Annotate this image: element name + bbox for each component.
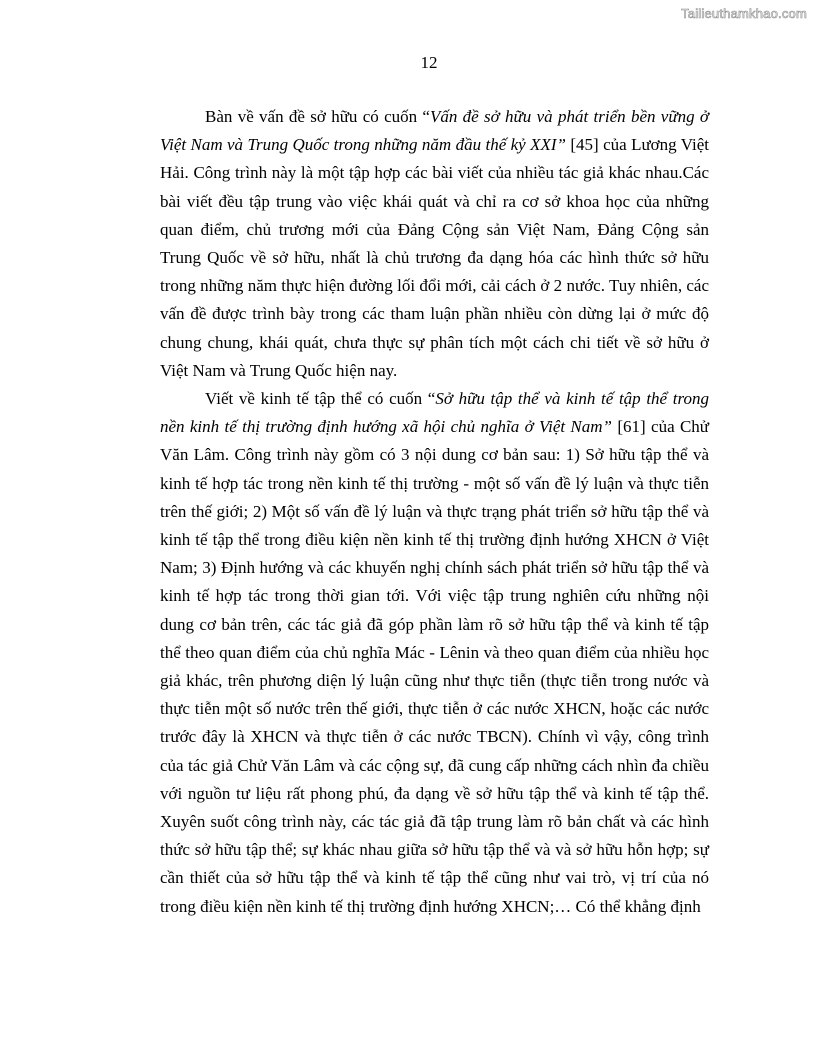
- paragraph-intro-text: Bàn về vấn đề sở hữu có cuốn “: [205, 107, 430, 126]
- page-number: 12: [420, 53, 438, 72]
- paragraph-collective-economy-book: [160, 385, 709, 921]
- book-title: Vấn đề sở hữu và phát triển bền vững ở Việt Nam và Trung Quốc trong những năm đầu thế kỷ XXI”: [160, 107, 709, 155]
- paragraph-body-text: [45] của Lương Việt Hải. Công trình này là một tập hợp các bài viết của nhiều tác giả khác nhau.Các bài viết đều tập trung vào việc khái quát và chỉ ra cơ sở khoa học của những quan điểm, chủ trương mới của Đảng Cộng sản Việt Nam, Đảng Cộng sản Trung Quốc về sở hữu, nhất là chủ trương đa dạng hóa các hình thức sở hữu trong những năm thực hiện đường lối đổi mới, cải cách ở 2 nước. Tuy nhiên, các vấn đề được trình bày trong các tham luận phần nhiều còn dừng lại ở mức độ chung chung, khái quát, chưa thực sự phân tích một cách chi tiết về sở hữu ở Việt Nam và Trung Quốc hiện nay.: [160, 135, 709, 380]
- document-body: [160, 103, 709, 921]
- paragraph-intro-text: Viết về kinh tế tập thể có cuốn “: [205, 389, 436, 409]
- paragraph-body-text: [61] của Chử Văn Lâm. Công trình này gồm có 3 nội dung cơ bản sau: 1) Sở hữu tập thể và kinh tế hợp tác trong nền kinh tế thị trường - một số vấn đề lý luận và thực tiễn trên thế giới; 2) Một số vấn đề lý luận và thực trạng phát triển sở hữu tập thể và kinh tế tập thể trong điều kiện nền kinh tế thị trường định hướng XHCN ở Việt Nam; 3) Định hướng và các khuyến nghị chính sách phát triển sở hữu tập thể và kinh tế hợp tác trong thời gian tới. Với việc tập trung nghiên cứu những nội dung cơ bản trên, các tác giả đã góp phần làm rõ sở hữu tập thể và kinh tế tập thể theo quan điểm của chủ nghĩa Mác - Lênin và theo quan điểm của nhiều học giả khác, trên phương diện lý luận cũng như thực tiễn (thực tiễn trong nước và thực tiễn một số nước trên thế giới, thực tiễn ở các nước XHCN, hoặc các nước trước đây là XHCN và thực tiễn ở các nước TBCN). Chính vì vậy, công trình của tác giả Chử Văn Lâm và các cộng sự, đã cung cấp những cách nhìn đa chiều với nguồn tư liệu rất phong phú, đa dạng về sở hữu tập thể và kinh tế tập thể. Xuyên suốt công trình này, các tác giả đã tập trung làm rõ bản chất và các hình thức sở hữu tập thể; sự khác nhau giữa sở hữu tập thể và và sở hữu hỗn hợp; sự cần thiết của sở hữu tập thể và kinh tế tập thể cũng như vai trò, vị trí của nó trong điều kiện nền kinh tế thị trường định hướng XHCN;… Có thể khẳng định: [160, 417, 710, 916]
- watermark-text: Tailieuthamkhao.com: [681, 6, 807, 21]
- paragraph-ownership-book: [160, 103, 709, 385]
- book-title: Sở hữu tập thể và kinh tế tập thể trong nền kinh tế thị trường định hướng xã hội chủ nghĩa ở Việt Nam”: [160, 389, 709, 437]
